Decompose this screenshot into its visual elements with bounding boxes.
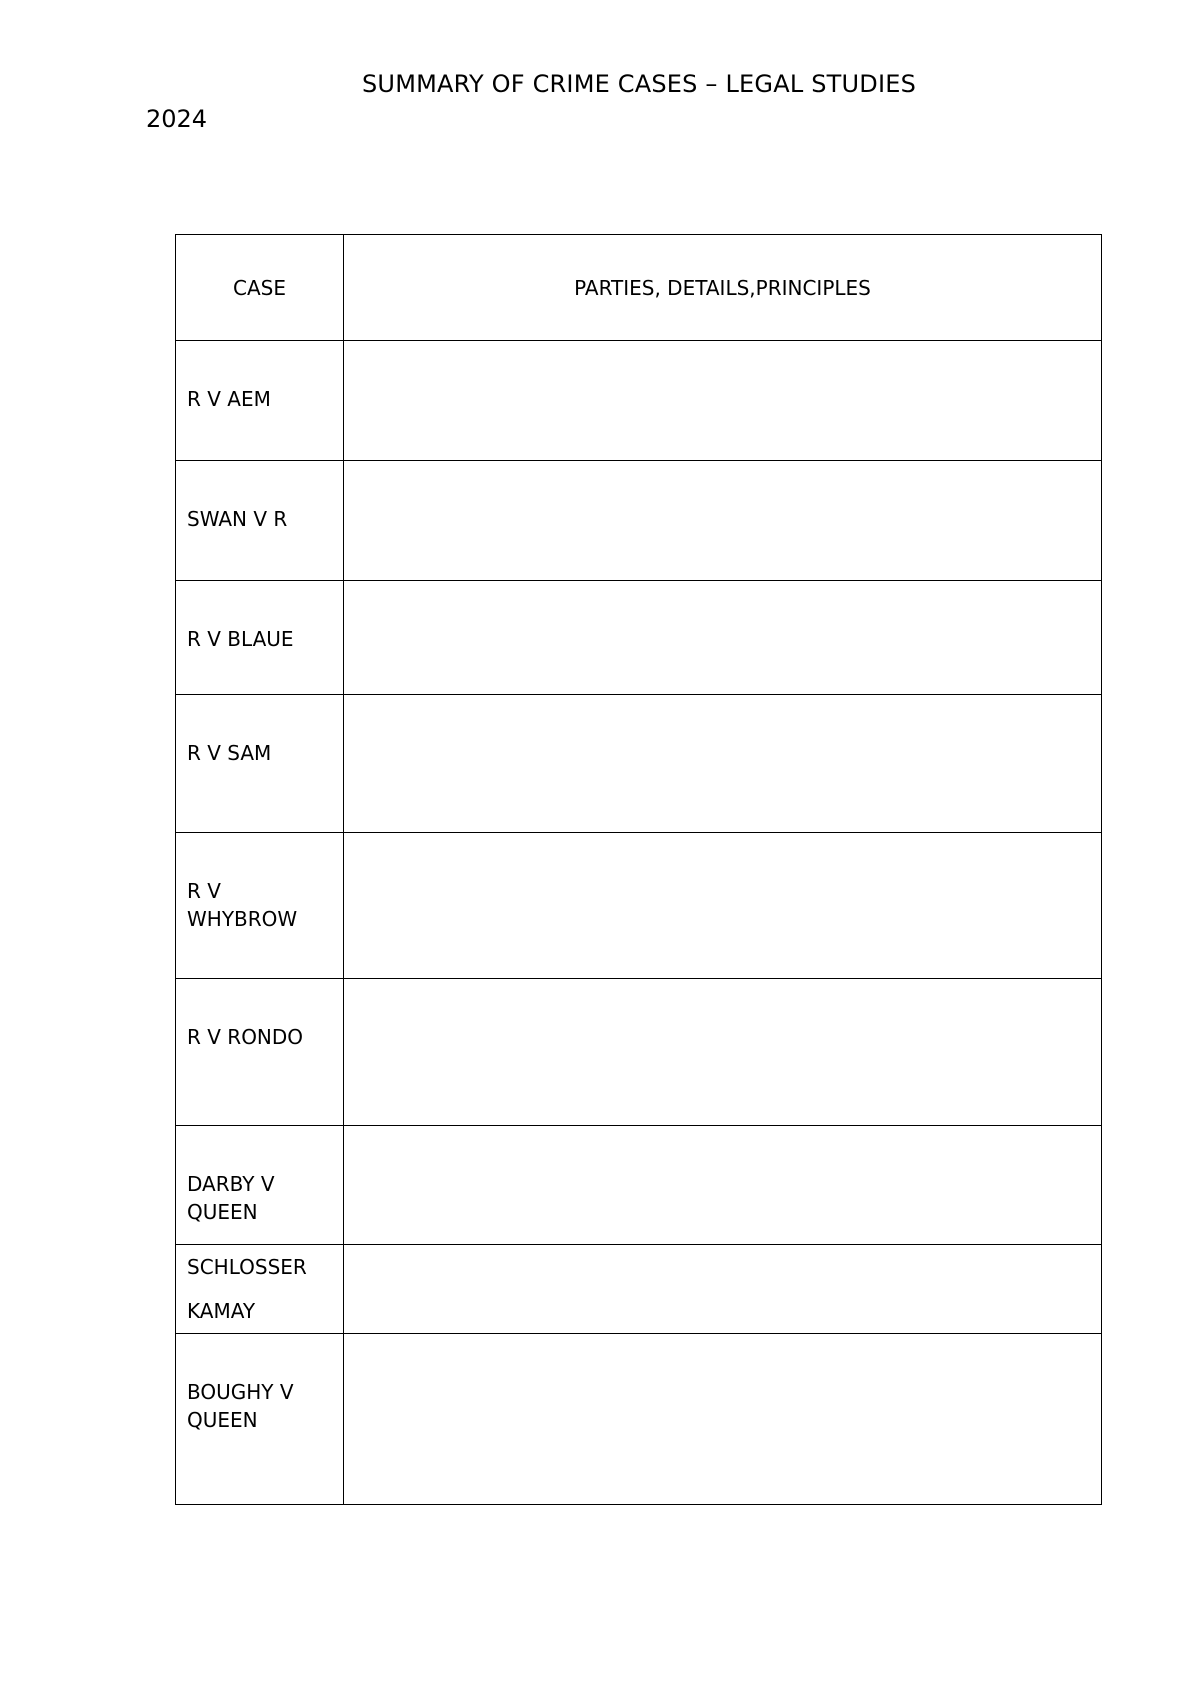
document-title: SUMMARY OF CRIME CASES – LEGAL STUDIES xyxy=(362,70,917,98)
header-details: PARTIES, DETAILS,PRINCIPLES xyxy=(344,235,1102,341)
case-name-cell xyxy=(176,695,344,833)
case-name-line: SWAN V R xyxy=(187,507,288,531)
case-name-line: R V SAM xyxy=(187,741,272,765)
table-row xyxy=(176,833,1102,979)
case-name-line: R V WHYBROW xyxy=(187,879,298,931)
details-cell[interactable] xyxy=(344,695,1102,833)
case-name-cell xyxy=(176,833,344,979)
case-name-line: DARBY V QUEEN xyxy=(187,1172,275,1224)
table-row xyxy=(176,1334,1102,1505)
case-name-cell xyxy=(176,461,344,581)
case-summary-table xyxy=(175,234,1102,1505)
case-name-line: R V BLAUE xyxy=(187,627,294,651)
table-row xyxy=(176,1245,1102,1334)
table-row xyxy=(176,1126,1102,1245)
header-case: CASE xyxy=(176,235,344,341)
details-cell[interactable] xyxy=(344,461,1102,581)
details-cell[interactable] xyxy=(344,581,1102,695)
document-year: 2024 xyxy=(146,105,208,133)
case-name-line: R V AEM xyxy=(187,387,271,411)
case-name-line: R V RONDO xyxy=(187,1025,304,1049)
table-row xyxy=(176,341,1102,461)
case-name-cell xyxy=(176,1334,344,1505)
details-cell[interactable] xyxy=(344,341,1102,461)
table-header-row xyxy=(176,235,1102,341)
case-name-cell xyxy=(176,979,344,1126)
table-row xyxy=(176,461,1102,581)
details-cell[interactable] xyxy=(344,1334,1102,1505)
case-name-cell xyxy=(176,1245,344,1334)
case-name-cell xyxy=(176,581,344,695)
details-cell[interactable] xyxy=(344,979,1102,1126)
case-name-line: SCHLOSSER KAMAY xyxy=(187,1255,307,1323)
details-cell[interactable] xyxy=(344,833,1102,979)
table-row xyxy=(176,581,1102,695)
case-name-cell xyxy=(176,341,344,461)
table-row xyxy=(176,979,1102,1126)
details-cell[interactable] xyxy=(344,1126,1102,1245)
table-row xyxy=(176,695,1102,833)
case-name-line: BOUGHY V QUEEN xyxy=(187,1380,294,1432)
case-name-cell xyxy=(176,1126,344,1245)
details-cell[interactable] xyxy=(344,1245,1102,1334)
